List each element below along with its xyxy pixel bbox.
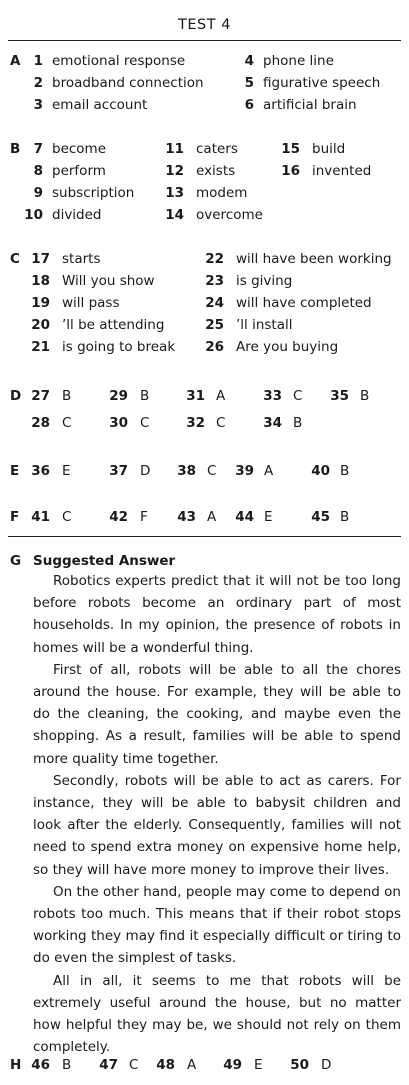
- answer-number: 11: [165, 141, 184, 157]
- answer-text: caters: [196, 141, 238, 157]
- answer-letter: E: [62, 463, 71, 479]
- answer-number: 10: [24, 207, 43, 223]
- answer-number: 1: [33, 53, 43, 69]
- answer-letter: C: [129, 1057, 139, 1073]
- answer-number: 37: [109, 463, 128, 479]
- section-b-letter: B: [10, 141, 21, 157]
- answer-number: 18: [31, 273, 50, 289]
- answer-text: emotional response: [52, 53, 186, 69]
- section-e-letter: E: [10, 463, 20, 479]
- answer-letter: D: [140, 463, 151, 479]
- answer-number: 48: [156, 1057, 175, 1073]
- answer-number: 32: [186, 415, 205, 431]
- answer-letter: D: [321, 1057, 332, 1073]
- answer-number: 40: [311, 463, 330, 479]
- answer-number: 21: [31, 339, 50, 355]
- section-h-letter: H: [10, 1057, 22, 1073]
- answer-text: will have completed: [236, 295, 372, 311]
- answer-text: will have been working: [236, 251, 392, 267]
- page-title: TEST 4: [178, 17, 231, 33]
- answer-number: 30: [109, 415, 128, 431]
- answer-letter: E: [264, 509, 273, 525]
- answer-text: is giving: [236, 273, 293, 289]
- paragraph: All in all, it seems to me that robots will be extremely useful around the house, but no matter how helpful they may be, we should not rely on them completely.: [33, 972, 401, 1056]
- answer-number: 47: [99, 1057, 118, 1073]
- answer-text: overcome: [196, 207, 263, 223]
- answer-number: 39: [235, 463, 254, 479]
- answer-text: build: [312, 141, 346, 157]
- answer-number: 2: [33, 75, 43, 91]
- section-g-letter: G: [10, 553, 22, 569]
- answer-number: 34: [263, 415, 282, 431]
- answer-number: 15: [281, 141, 300, 157]
- answer-letter: B: [62, 388, 72, 404]
- answer-letter: B: [62, 1057, 72, 1073]
- answer-number: 19: [31, 295, 50, 311]
- answer-number: 22: [205, 251, 224, 267]
- answer-text: is going to break: [62, 339, 176, 355]
- answer-number: 35: [330, 388, 349, 404]
- answer-text: starts: [62, 251, 101, 267]
- answer-letter: A: [187, 1057, 197, 1073]
- answer-text: ’ll install: [236, 317, 293, 333]
- section-f-letter: F: [10, 509, 20, 525]
- answer-text: email account: [52, 97, 148, 113]
- answer-text: invented: [312, 163, 372, 179]
- section-d-letter: D: [10, 388, 22, 404]
- answer-number: 17: [31, 251, 50, 267]
- answer-number: 9: [33, 185, 43, 201]
- answer-number: 12: [165, 163, 184, 179]
- title-rule: [8, 40, 401, 41]
- answer-text: divided: [52, 207, 102, 223]
- answer-number: 25: [205, 317, 224, 333]
- answer-number: 5: [244, 75, 254, 91]
- answer-number: 33: [263, 388, 282, 404]
- answer-number: 28: [31, 415, 50, 431]
- answer-number: 29: [109, 388, 128, 404]
- answer-number: 45: [311, 509, 330, 525]
- answer-number: 36: [31, 463, 50, 479]
- answer-text: modem: [196, 185, 248, 201]
- answer-number: 46: [31, 1057, 50, 1073]
- answer-letter: E: [254, 1057, 263, 1073]
- section-c-letter: C: [10, 251, 20, 267]
- answer-text: broadband connection: [52, 75, 204, 91]
- answer-letter: A: [207, 509, 217, 525]
- answer-number: 41: [31, 509, 50, 525]
- section-divider: [8, 536, 401, 537]
- answer-number: 49: [223, 1057, 242, 1073]
- answer-letter: C: [293, 388, 303, 404]
- answer-number: 26: [205, 339, 224, 355]
- answer-text: artificial brain: [263, 97, 357, 113]
- answer-number: 3: [33, 97, 43, 113]
- paragraph: On the other hand, people may come to depend on robots too much. This means that if their robot stops working they may find it especially difficult or tiring to do even the simplest of tasks.: [33, 883, 401, 967]
- answer-letter: B: [340, 509, 350, 525]
- answer-letter: C: [207, 463, 217, 479]
- answer-number: 7: [33, 141, 43, 157]
- answer-number: 23: [205, 273, 224, 289]
- section-a-letter: A: [10, 53, 21, 69]
- answer-text: become: [52, 141, 107, 157]
- answer-number: 4: [244, 53, 254, 69]
- paragraph: First of all, robots will be able to all the chores around the house. For example, they will be able to do the cleaning, the cooking, and maybe even the shopping. As a result, families will be able to spend more quality time together.: [33, 661, 401, 767]
- answer-number: 42: [109, 509, 128, 525]
- answer-letter: B: [140, 388, 150, 404]
- answer-letter: C: [216, 415, 226, 431]
- answer-number: 50: [290, 1057, 309, 1073]
- answer-text: Are you buying: [236, 339, 339, 355]
- answer-text: figurative speech: [263, 75, 381, 91]
- answer-text: will pass: [62, 295, 120, 311]
- answer-letter: B: [340, 463, 350, 479]
- answer-letter: A: [264, 463, 274, 479]
- answer-text: phone line: [263, 53, 334, 69]
- suggested-answer-heading: Suggested Answer: [33, 553, 176, 569]
- answer-letter: B: [293, 415, 303, 431]
- answer-letter: B: [360, 388, 370, 404]
- answer-text: ’ll be attending: [62, 317, 165, 333]
- answer-letter: C: [62, 509, 72, 525]
- answer-text: exists: [196, 163, 236, 179]
- answer-letter: A: [216, 388, 226, 404]
- answer-letter: C: [62, 415, 72, 431]
- answer-number: 14: [165, 207, 184, 223]
- suggested-answer-text: [33, 570, 401, 1058]
- answer-number: 20: [31, 317, 50, 333]
- answer-number: 27: [31, 388, 50, 404]
- paragraph: Secondly, robots will be able to act as carers. For instance, they will be able to babysit children and look after the elderly. Consequently, families will not need to spend extra money on expensive home help, so they will have more money to improve their lives.: [33, 772, 401, 878]
- answer-number: 38: [177, 463, 196, 479]
- answer-number: 6: [244, 97, 254, 113]
- answer-text: perform: [52, 163, 106, 179]
- answer-letter: F: [140, 509, 148, 525]
- answer-number: 24: [205, 295, 224, 311]
- answer-number: 31: [186, 388, 205, 404]
- answer-number: 44: [235, 509, 254, 525]
- answer-text: Will you show: [62, 273, 155, 289]
- paragraph: Robotics experts predict that it will not be too long before robots become an ordinary part of most households. In my opinion, the presence of robots in homes will be a wonderful thing.: [33, 573, 401, 656]
- answer-number: 43: [177, 509, 196, 525]
- answer-number: 8: [33, 163, 43, 179]
- answer-number: 16: [281, 163, 300, 179]
- answer-number: 13: [165, 185, 184, 201]
- answer-text: subscription: [52, 185, 135, 201]
- answer-letter: C: [140, 415, 150, 431]
